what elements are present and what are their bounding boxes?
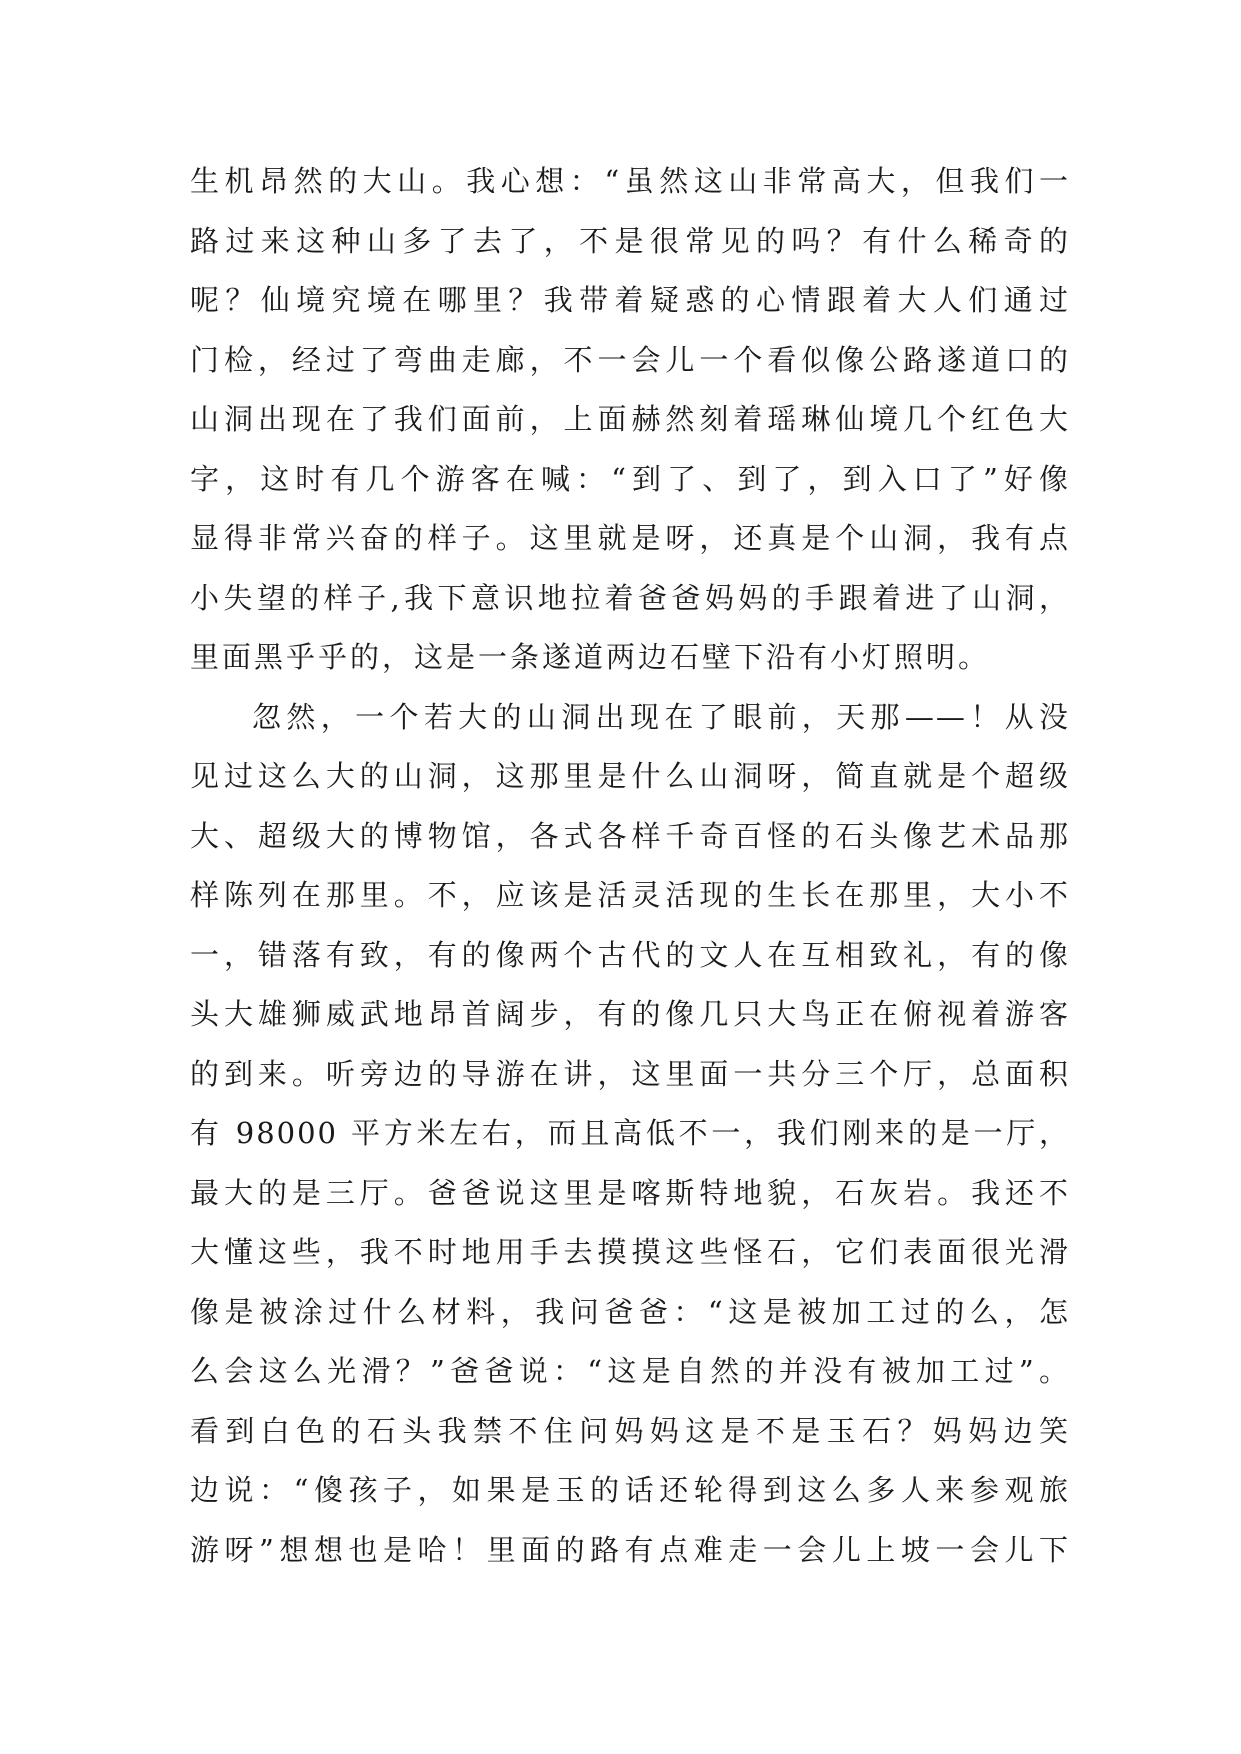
text-line: 门检，经过了弯曲走廊，不一会儿一个看似像公路遂道口的 <box>190 342 1070 377</box>
text-line: 看到白色的石头我禁不住问妈妈这是不是玉石？妈妈边笑 <box>190 1413 1070 1448</box>
text-line: 边说：“傻孩子，如果是玉的话还轮得到这么多人来参观旅 <box>190 1473 1070 1507</box>
text-line: 山洞出现在了我们面前，上面赫然刻着瑶琳仙境几个红色大 <box>190 402 1070 436</box>
text-line: 字，这时有几个游客在喊：“到了、到了，到入口了”好像 <box>190 461 1070 496</box>
text-line: 一，错落有致，有的像两个古代的文人在互相致礼，有的像 <box>190 937 1070 972</box>
text-line: 最大的是三厅。爸爸说这里是喀斯特地貌，石灰岩。我还不 <box>190 1175 1070 1210</box>
text-line: 呢？仙境究境在哪里？我带着疑惑的心情跟着大人们通过 <box>190 283 1070 317</box>
text-line: 大、超级大的博物馆，各式各样千奇百怪的石头像艺术品那 <box>190 818 1070 853</box>
text-line: 样陈列在那里。不，应该是活灵活现的生长在那里，大小不 <box>190 878 1070 912</box>
text-line: 里面黑乎乎的，这是一条遂道两边石壁下沿有小灯照明。 <box>190 640 991 674</box>
text-line: 大懂这些，我不时地用手去摸摸这些怪石，它们表面很光滑 <box>190 1235 1070 1269</box>
text-line: 小失望的样子,我下意识地拉着爸爸妈妈的手跟着进了山洞， <box>190 580 1070 615</box>
text-line: 么会这么光滑？”爸爸说：“这是自然的并没有被加工过”。 <box>190 1354 1070 1388</box>
body-text <box>190 152 1070 1580</box>
paragraph-first-line: 忽然，一个若大的山洞出现在了眼前，天那——！从没 <box>252 699 1070 734</box>
text-line: 游呀”想想也是哈！里面的路有点难走一会儿上坡一会儿下 <box>190 1532 1070 1567</box>
text-line: 的到来。听旁边的导游在讲，这里面一共分三个厅，总面积 <box>190 1056 1070 1091</box>
text-line: 头大雄狮威武地昂首阔步，有的像几只大鸟正在俯视着游客 <box>190 997 1070 1031</box>
text-line: 像是被涂过什么材料，我问爸爸：“这是被加工过的么，怎 <box>190 1294 1070 1329</box>
text-line: 有 98000 平方米左右，而且高低不一，我们刚来的是一厅， <box>190 1116 1070 1150</box>
text-line: 生机昂然的大山。我心想：“虽然这山非常高大，但我们一 <box>190 164 1070 198</box>
text-line: 见过这么大的山洞，这那里是什么山洞呀，简直就是个超级 <box>190 759 1070 793</box>
text-line: 路过来这种山多了去了，不是很常见的吗？有什么稀奇的 <box>190 223 1070 258</box>
text-line: 显得非常兴奋的样子。这里就是呀，还真是个山洞，我有点 <box>190 521 1070 555</box>
